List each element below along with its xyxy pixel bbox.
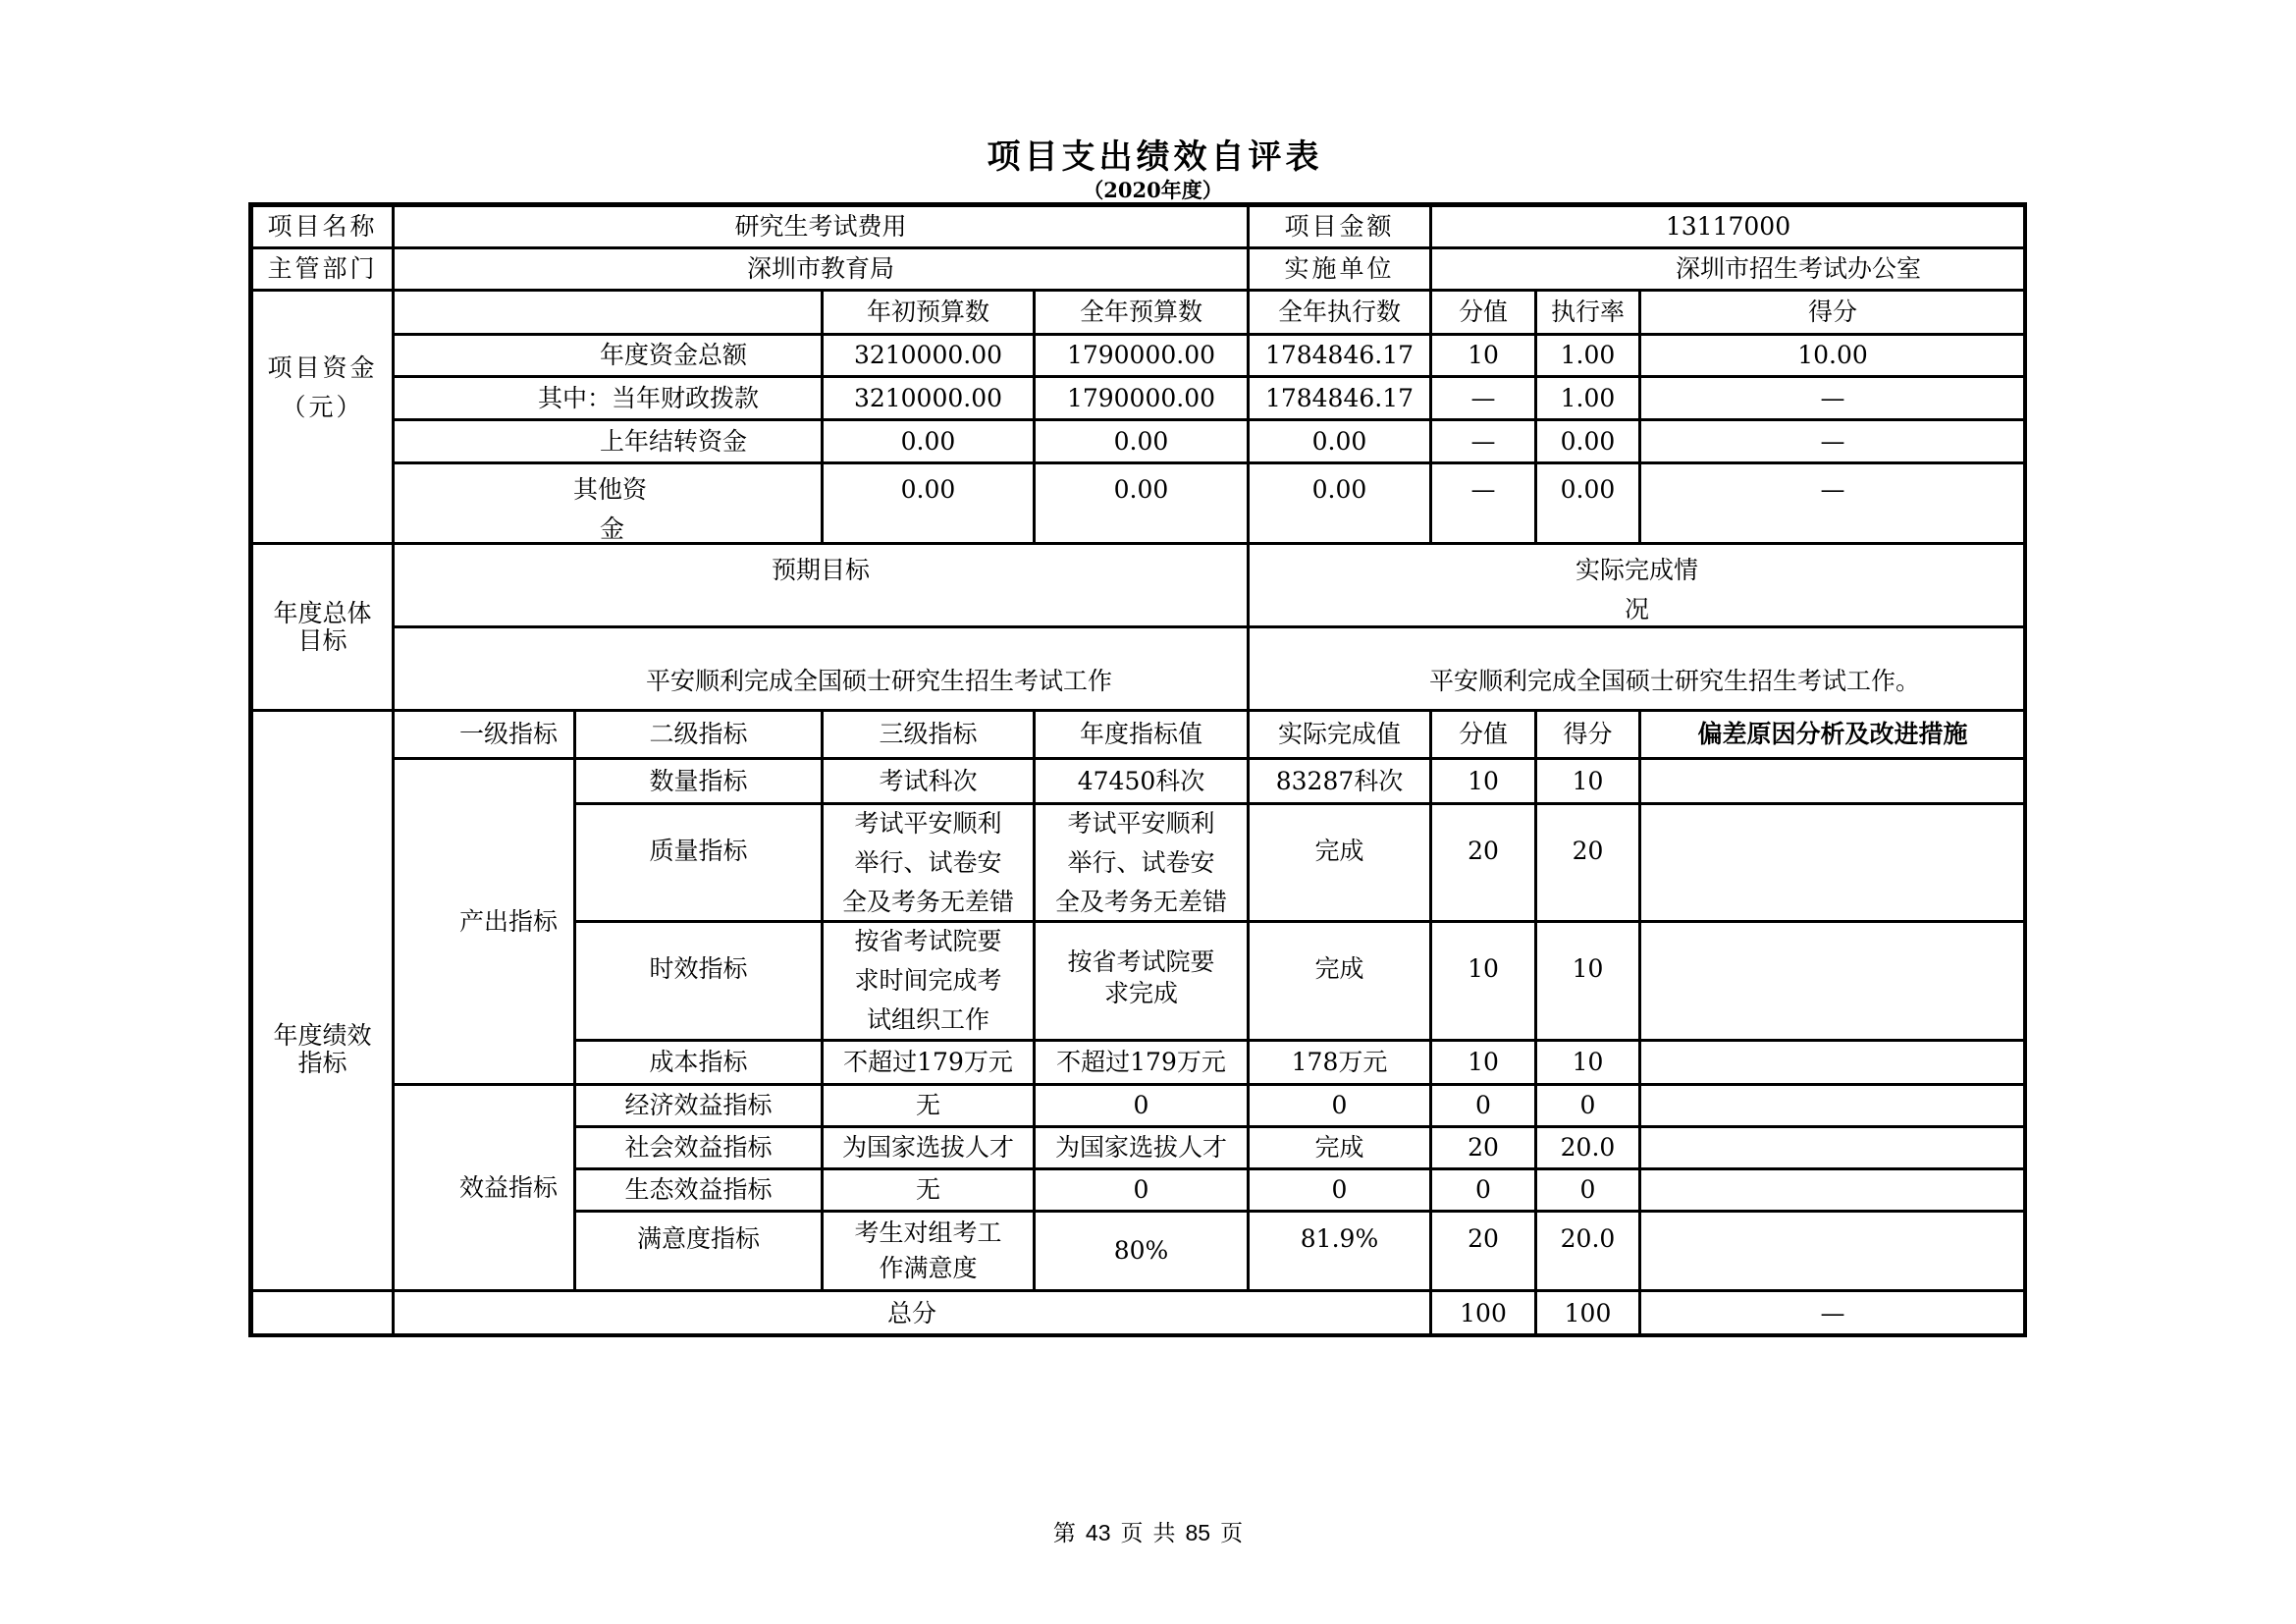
perf-group-benefit: 效益指标: [392, 1083, 576, 1292]
project-amount-label: 项目金额: [1247, 204, 1432, 249]
perf-weight: 20: [1429, 1125, 1537, 1170]
actual-completion-label-line: 实际完成情: [1575, 556, 1698, 584]
perf-col-weight: 分值: [1429, 709, 1537, 760]
funds-row-label: 其中：当年财政拨款: [392, 375, 824, 421]
perf-score: 0: [1534, 1167, 1641, 1213]
document-subtitle-year: （2020年度）: [1083, 178, 1223, 202]
perf-actual: 完成: [1247, 1125, 1432, 1170]
impl-unit-label: 实施单位: [1247, 246, 1432, 292]
funds-cell: 0.00: [821, 418, 1036, 464]
perf-level3: 无: [821, 1083, 1036, 1128]
perf-deviation: [1638, 1210, 2027, 1292]
funds-section-label-line: 项目资金: [267, 352, 378, 382]
funds-cell: 0.00: [1534, 461, 1641, 545]
perf-deviation: [1638, 1039, 2027, 1086]
project-amount-value: 13117000: [1429, 204, 2027, 249]
dept-label: 主管部门: [250, 246, 395, 292]
perf-actual: 0: [1247, 1083, 1432, 1128]
project-name-value: 研究生考试费用: [392, 204, 1250, 249]
expected-goal-text: 平安顺利完成全国硕士研究生招生考试工作: [392, 625, 1250, 712]
footer-total-word: 共: [1152, 1520, 1176, 1545]
funds-cell: —: [1429, 375, 1537, 421]
perf-col-target: 年度指标值: [1033, 709, 1250, 760]
funds-cell: 3210000.00: [821, 375, 1036, 421]
perf-weight: 0: [1429, 1167, 1537, 1213]
perf-score: 20.0: [1534, 1125, 1641, 1170]
funds-cell: 1784846.17: [1247, 333, 1432, 378]
funds-row-label: 年度资金总额: [392, 333, 824, 378]
perf-level2: 数量指标: [573, 757, 824, 805]
perf-weight: 0: [1429, 1083, 1537, 1128]
perf-score: 10: [1534, 1039, 1641, 1086]
funds-cell: 0.00: [1033, 461, 1250, 545]
funds-col-exec-rate: 执行率: [1534, 289, 1641, 336]
perf-col-level1: 一级指标: [392, 709, 576, 760]
funds-cell: 1790000.00: [1033, 333, 1250, 378]
funds-cell: 10: [1429, 333, 1537, 378]
perf-level3-line: 按省考试院要: [854, 927, 1002, 955]
funds-col-annual-budget: 全年预算数: [1033, 289, 1250, 336]
funds-cell: —: [1638, 375, 2027, 421]
perf-level3: [821, 920, 1036, 1042]
funds-section-label-unit: （元）: [281, 392, 364, 421]
goals-section-label: [250, 542, 395, 712]
impl-unit-value: 深圳市招生考试办公室: [1429, 246, 2027, 292]
perf-level3-line: 考试平安顺利: [854, 808, 1002, 838]
funds-row-label: 上年结转资金: [392, 418, 824, 464]
total-label: 总分: [392, 1289, 1432, 1337]
perf-score: 20: [1534, 802, 1641, 923]
perf-target-line: 求完成: [1103, 979, 1178, 1007]
perf-actual: 完成: [1247, 920, 1432, 1042]
perf-level2: 社会效益指标: [573, 1125, 824, 1170]
perf-weight: 10: [1429, 1039, 1537, 1086]
perf-level3-line: 作满意度: [879, 1254, 978, 1282]
perf-group-output: 产出指标: [392, 757, 576, 1086]
actual-completion-label-line: 况: [1624, 595, 1649, 623]
funds-cell: 1784846.17: [1247, 375, 1432, 421]
perf-score: 20.0: [1534, 1210, 1641, 1292]
total-row-blank: [250, 1289, 395, 1337]
perf-target: [1033, 802, 1250, 923]
document-title: 项目支出绩效自评表: [987, 137, 1323, 177]
funds-cell: 1790000.00: [1033, 375, 1250, 421]
funds-cell: 0.00: [1247, 461, 1432, 545]
funds-col-score: 得分: [1638, 289, 2027, 336]
performance-section-label: [250, 709, 395, 1292]
perf-weight: 10: [1429, 757, 1537, 805]
funds-row-label: [392, 461, 824, 545]
perf-weight: 20: [1429, 1210, 1537, 1292]
perf-level3-line: 全及考务无差错: [841, 887, 1014, 916]
perf-col-score: 得分: [1534, 709, 1641, 760]
perf-target: [1033, 920, 1250, 1042]
funds-row-label-line: 金: [600, 514, 625, 543]
perf-weight: 10: [1429, 920, 1537, 1042]
perf-level2: 质量指标: [573, 802, 824, 923]
perf-level2: 经济效益指标: [573, 1083, 824, 1128]
perf-target: 为国家选拔人才: [1033, 1125, 1250, 1170]
footer-suffix: 页: [1220, 1520, 1244, 1545]
perf-actual: 178万元: [1247, 1039, 1432, 1086]
perf-actual: 83287科次: [1247, 757, 1432, 805]
perf-actual: 完成: [1247, 802, 1432, 923]
funds-cell: 0.00: [821, 461, 1036, 545]
goals-section-label-line: 目标: [297, 625, 347, 655]
project-name-label: 项目名称: [250, 204, 395, 249]
perf-level2: 生态效益指标: [573, 1167, 824, 1213]
perf-level3: 无: [821, 1167, 1036, 1213]
funds-col-executed: 全年执行数: [1247, 289, 1432, 336]
perf-target-line: 举行、试卷安: [1067, 847, 1215, 877]
total-weight: 100: [1429, 1289, 1537, 1337]
perf-level3: 为国家选拔人才: [821, 1125, 1036, 1170]
perf-score: 0: [1534, 1083, 1641, 1128]
perf-level2: 满意度指标: [573, 1210, 824, 1292]
funds-cell: 3210000.00: [821, 333, 1036, 378]
perf-deviation: [1638, 1125, 2027, 1170]
funds-col-weight: 分值: [1429, 289, 1537, 336]
funds-col-initial-budget: 年初预算数: [821, 289, 1036, 336]
perf-actual: 0: [1247, 1167, 1432, 1213]
perf-level3: 考试科次: [821, 757, 1036, 805]
page-footer: [0, 1515, 2296, 1547]
perf-target-line: 全及考务无差错: [1054, 887, 1227, 916]
funds-cell: 1.00: [1534, 333, 1641, 378]
perf-level3-line: 举行、试卷安: [854, 847, 1002, 877]
perf-target: 47450科次: [1033, 757, 1250, 805]
expected-goal-label: 预期目标: [392, 542, 1250, 628]
performance-section-label-line: 指标: [297, 1049, 347, 1077]
perf-actual: 81.9%: [1247, 1210, 1432, 1292]
perf-level2: 成本指标: [573, 1039, 824, 1086]
footer-page-word: 页: [1120, 1520, 1144, 1545]
perf-level3: [821, 802, 1036, 923]
perf-weight: 20: [1429, 802, 1537, 923]
perf-target: 0: [1033, 1167, 1250, 1213]
funds-cell: —: [1638, 461, 2027, 545]
perf-level3: [821, 1210, 1036, 1292]
perf-target-line: 考试平安顺利: [1067, 808, 1215, 838]
perf-score: 10: [1534, 920, 1641, 1042]
perf-target: 0: [1033, 1083, 1250, 1128]
funds-cell: —: [1429, 461, 1537, 545]
funds-cell: 10.00: [1638, 333, 2027, 378]
funds-cell: —: [1638, 418, 2027, 464]
perf-col-level2: 二级指标: [573, 709, 824, 760]
perf-deviation: [1638, 1167, 2027, 1213]
funds-cell: 1.00: [1534, 375, 1641, 421]
funds-cell: 0.00: [1534, 418, 1641, 464]
perf-target: 不超过179万元: [1033, 1039, 1250, 1086]
perf-score: 10: [1534, 757, 1641, 805]
perf-col-actual: 实际完成值: [1247, 709, 1432, 760]
footer-page-number: 43: [1085, 1520, 1111, 1545]
total-deviation: —: [1638, 1289, 2027, 1337]
dept-value: 深圳市教育局: [392, 246, 1250, 292]
perf-deviation: [1638, 920, 2027, 1042]
perf-col-deviation: 偏差原因分析及改进措施: [1638, 709, 2027, 760]
perf-target-line: 按省考试院要: [1067, 947, 1215, 976]
perf-deviation: [1638, 1083, 2027, 1128]
perf-level2: 时效指标: [573, 920, 824, 1042]
performance-section-label-line: 年度绩效: [273, 1021, 372, 1050]
total-score: 100: [1534, 1289, 1641, 1337]
perf-level3: 不超过179万元: [821, 1039, 1036, 1086]
funds-row-label-line: 其他资: [573, 475, 648, 504]
funds-cell: —: [1429, 418, 1537, 464]
footer-total-pages: 85: [1185, 1520, 1211, 1545]
actual-completion-text: 平安顺利完成全国硕士研究生招生考试工作。: [1247, 625, 2027, 712]
perf-level3-line: 试组织工作: [866, 1005, 989, 1034]
perf-level3-line: 考生对组考工: [854, 1218, 1002, 1247]
perf-target: 80%: [1033, 1210, 1250, 1292]
funds-header-blank: [392, 289, 824, 336]
funds-cell: 0.00: [1033, 418, 1250, 464]
perf-col-level3: 三级指标: [821, 709, 1036, 760]
funds-section-label: [250, 289, 395, 545]
perf-level3-line: 求时间完成考: [854, 966, 1002, 995]
perf-deviation: [1638, 802, 2027, 923]
goals-section-label-line: 年度总体: [273, 598, 372, 627]
funds-cell: 0.00: [1247, 418, 1432, 464]
actual-completion-label: [1247, 542, 2027, 628]
footer-prefix: 第: [1052, 1520, 1076, 1545]
perf-deviation: [1638, 757, 2027, 805]
